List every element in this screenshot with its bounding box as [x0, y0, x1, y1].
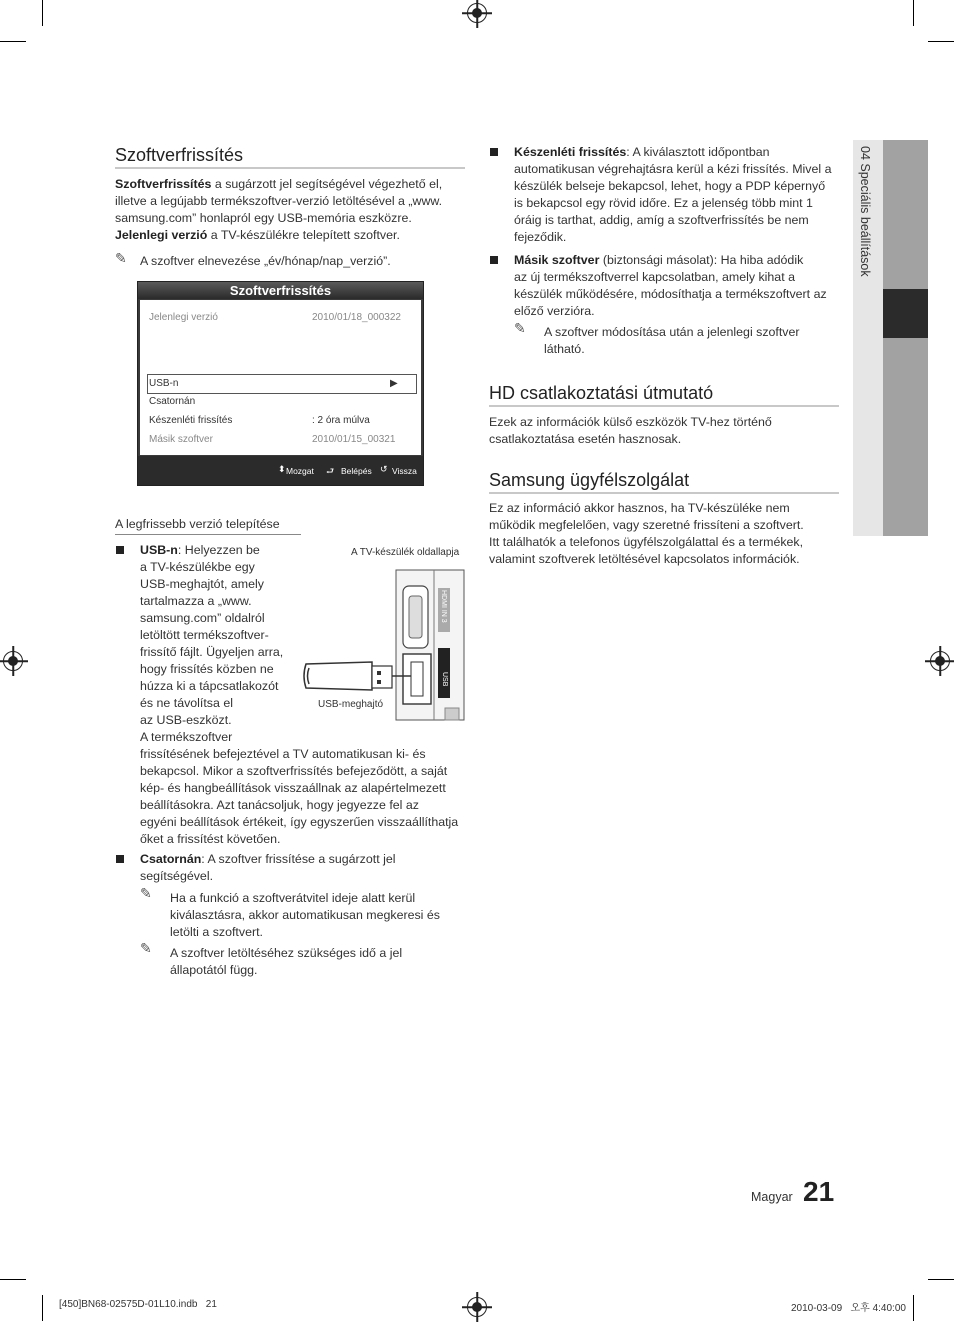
usb-line: A termékszoftver [140, 730, 233, 744]
osd-footer-move: Mozgat [286, 466, 314, 476]
usb-line: letöltött termékszoftver- [140, 628, 269, 642]
support-line: működik megfelelően, vagy szeretné frissíteni a szoftvert. [489, 518, 804, 532]
usb-line: frissítő fájlt. Ügyeljen arra, [140, 645, 284, 659]
crop-mark [928, 1279, 954, 1280]
usb-line: hogy frissítés közben ne [140, 662, 274, 676]
note-line: kiválasztásra, akkor automatikusan megkeresi és [170, 908, 440, 922]
crop-mark [913, 0, 914, 26]
registration-mark-icon [930, 651, 950, 671]
square-bullet-icon [116, 546, 124, 554]
subheading-rule [115, 534, 301, 535]
intro-bold: Szoftverfrissítés [115, 177, 212, 191]
osd-usb-label: USB-n [149, 378, 179, 389]
usb-line: frissítésének befejeztével a TV automatikusan ki- és [140, 747, 426, 761]
usb-line: egyéni beállítások értékeit, így egyszerűen visszaállíthatja [140, 815, 459, 829]
osd-body [140, 300, 421, 455]
support-line: Ez az információ akkor hasznos, ha TV-készüléke nem [489, 501, 790, 515]
osd-alt-value: 2010/01/15_00321 [312, 434, 396, 445]
usb-drive-icon [304, 662, 372, 690]
crop-mark [0, 1279, 26, 1280]
pencil-note-icon: ✎ [514, 320, 526, 336]
square-bullet-icon [490, 256, 498, 264]
intro-line: illetve a legújabb termékszoftver-verzió letöltésével a „www. [115, 194, 443, 208]
enter-icon: ⮐ [326, 466, 335, 476]
usb-line: tartalmazza a „www. [140, 594, 252, 608]
figure-usb-drive-label: USB-meghajtó [318, 699, 384, 710]
hd-guide-paragraph [489, 414, 839, 448]
pencil-note-icon: ✎ [140, 885, 152, 901]
registration-mark-icon [3, 651, 23, 671]
usb-line: őket a frissítést követően. [140, 832, 281, 846]
osd-title: Szoftverfrissítés [138, 282, 423, 299]
osd-alt-label[interactable]: Másik szoftver [149, 434, 213, 445]
intro-line: samsung.com” honlapról egy USB-memória eszközre. [115, 211, 412, 225]
print-timestamp: 2010-03-09 오후 4:40:00 [791, 1303, 906, 1314]
section-heading-hd-guide: HD csatlakoztatási útmutató [489, 383, 714, 403]
pencil-note-icon: ✎ [140, 940, 152, 956]
current-version-bold: Jelenlegi verzió [115, 228, 208, 242]
support-line: valamint szoftverek letöltésével kapcsolatos információk. [489, 552, 800, 566]
square-bullet-icon [116, 855, 124, 863]
intro-line: a sugárzott jel segítségével végezhető el, [211, 177, 443, 191]
usb-line: kép- és hangbeállítások visszaállnak az alapértelmezett [140, 781, 446, 795]
heading-rule [489, 405, 839, 407]
standby-line: készülék belseje bekapcsol, lehet, hogy a PDP képernyő [514, 179, 826, 193]
osd-arrow-right-icon: ▶ [390, 378, 398, 389]
usb-line: a TV-készülékbe egy [140, 560, 255, 574]
crop-mark [928, 41, 954, 42]
usb-line: és ne távolítsa el [140, 696, 233, 710]
usb-line: samsung.com” oldalról [140, 611, 265, 625]
osd-footer-back: Vissza [392, 466, 417, 476]
section-heading-support: Samsung ügyfélszolgálat [489, 470, 690, 490]
side-tab-bar [883, 140, 928, 536]
alt-software-line: (biztonsági másolat): Ha hiba adódik [599, 253, 804, 267]
crop-mark [42, 0, 43, 26]
note-line: Ha a funkció a szoftverátvitel ideje alatt kerül [170, 891, 416, 905]
alt-software-line: készülék működésére, módosíthatja a termékszoftvert az [514, 287, 827, 301]
note-line: állapotától függ. [170, 963, 258, 977]
square-bullet-icon [490, 148, 498, 156]
print-file-info: [450]BN68-02575D-01L10.indb 21 [59, 1299, 217, 1310]
standby-line: automatikusan végrehajtásra kerül a kézi frissítés. Mivel a [514, 162, 832, 176]
hd-guide-line: csatlakoztatása esetén hasznosak. [489, 432, 682, 446]
osd-standby-value: : 2 óra múlva [312, 415, 370, 426]
channel-paragraph [140, 851, 470, 885]
alt-software-bold: Másik szoftver [514, 253, 600, 267]
side-tab-label: 04 Speciális beállítások [858, 146, 872, 277]
note-version-naming: A szoftver elnevezése „év/hónap/nap_verzió”. [140, 254, 391, 268]
move-arrows-icon: ⬍ [278, 464, 286, 474]
intro-paragraph [115, 176, 465, 244]
standby-line: is bekapcsol egy rövid időre. Ez a jelenség több mint 1 [514, 196, 813, 210]
figure-hdmi-label: HDMI IN 3 [440, 590, 447, 623]
return-icon: ↺ [380, 464, 388, 474]
current-version-text: a TV-készülékre telepített szoftver. [207, 228, 400, 242]
note-line: A szoftver letöltéséhez szükséges idő a jel [170, 946, 403, 960]
registration-mark-icon [467, 3, 487, 23]
usb-line: : Helyezzen be [177, 543, 260, 557]
crop-mark [0, 41, 26, 42]
note-auto-search [170, 890, 470, 941]
support-paragraph [489, 500, 839, 568]
usb-line: az USB-eszközt. [140, 713, 232, 727]
hd-guide-line: Ezek az információk külső eszközök TV-hez történő [489, 415, 772, 429]
note-line: letölti a szoftvert. [170, 925, 263, 939]
subheading-install-latest: A legfrissebb verzió telepítése [115, 517, 280, 531]
crop-mark [42, 1295, 43, 1321]
alt-software-line: előző verzióra. [514, 304, 595, 318]
standby-bold: Készenléti frissítés [514, 145, 627, 159]
support-line: Itt találhatók a telefonos ügyfélszolgálattal és a termékek, [489, 535, 804, 549]
note-line: látható. [544, 342, 585, 356]
standby-line: óráig is tarthat, addig, amíg a szoftverfrissítés be nem [514, 213, 809, 227]
usb-line: beállításokra. Azt tanácsoljuk, hogy jegyezze fel az [140, 798, 419, 812]
note-after-change [544, 324, 844, 358]
heading-rule [489, 492, 839, 494]
footer-language: Magyar [751, 1190, 793, 1204]
osd-footer-enter: Belépés [341, 466, 372, 476]
note-line: A szoftver módosítása után a jelenlegi szoftver [544, 325, 800, 339]
osd-usb-item[interactable] [147, 374, 417, 394]
channel-line: segítségével. [140, 869, 214, 883]
osd-channel-item[interactable]: Csatornán [149, 396, 196, 407]
standby-line: fejeződik. [514, 230, 567, 244]
page-number: 21 [803, 1176, 835, 1207]
registration-mark-icon [467, 1297, 487, 1317]
side-tab-active-marker [883, 289, 928, 338]
alt-software-paragraph [514, 252, 844, 320]
crop-mark [913, 1295, 914, 1321]
osd-footer [138, 456, 423, 485]
alt-software-line: az új termékszoftverrel kapcsolatban, amely kihat a [514, 270, 795, 284]
usb-line: bekapcsol. Mikor a szoftverfrissítés befejeződött, a saját [140, 764, 448, 778]
standby-line: : A kiválasztott időpontban [626, 145, 770, 159]
usb-line: húzza ki a tápcsatlakozót [140, 679, 279, 693]
osd-current-label: Jelenlegi verzió [149, 312, 218, 323]
figure-caption: A TV-készülék oldallapja [351, 547, 460, 558]
software-update-osd-menu [137, 281, 424, 486]
channel-line: : A szoftver frissítése a sugárzott jel [201, 852, 396, 866]
section-heading-software-update: Szoftverfrissítés [115, 145, 244, 165]
note-download-time [170, 945, 470, 979]
channel-bold: Csatornán [140, 852, 202, 866]
figure-usb-label: USB [441, 672, 448, 687]
pencil-note-icon: ✎ [115, 250, 127, 266]
osd-current-value: 2010/01/18_000322 [312, 312, 401, 323]
heading-rule [115, 167, 465, 169]
usb-bold: USB-n [140, 543, 178, 557]
standby-paragraph [514, 144, 844, 246]
osd-standby-label[interactable]: Készenléti frissítés [149, 415, 233, 426]
usb-line: USB-meghajtót, amely [140, 577, 264, 591]
